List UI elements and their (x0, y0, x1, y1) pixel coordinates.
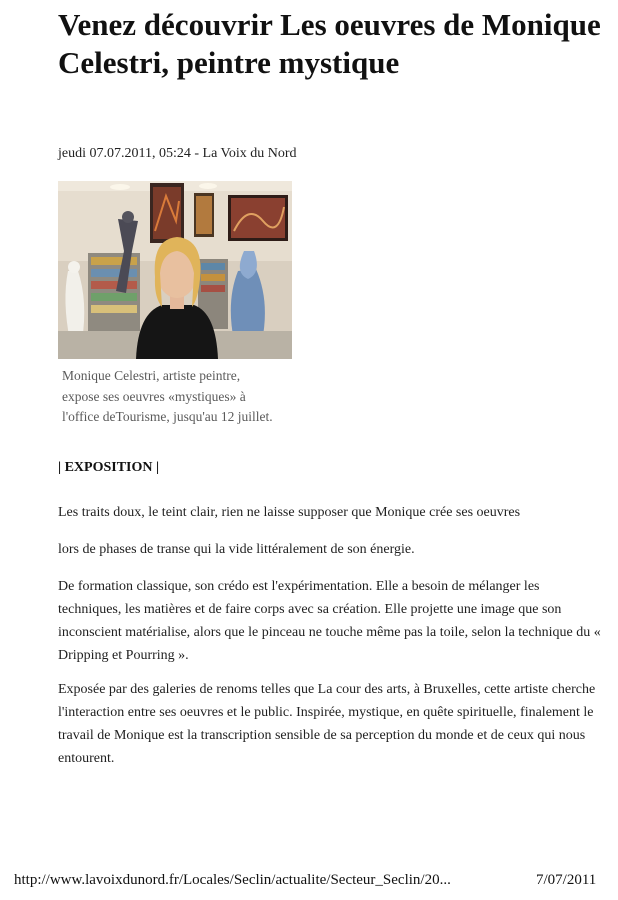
paragraph-1: Les traits doux, le teint clair, rien ne laisse supposer que Monique crée ses oeuvres (58, 505, 521, 520)
section-label: | EXPOSITION | (58, 460, 160, 475)
footer-url: http://www.lavoixdunord.fr/Locales/Seclin/actualite/Secteur_Seclin/20... (14, 872, 451, 888)
footer-date: 7/07/2011 (536, 872, 597, 888)
article-photo (58, 181, 292, 359)
paragraph-4: Exposée par des galeries de renoms telles que La cour des arts, à Bruxelles, cette artiste cherche l'interaction entre ses oeuvres et le public. Inspirée, mystique, en quête spirituelle, finalement le travail de Monique est la transcription sensible de sa perception du monde et de ceux qui nous entourent. (58, 682, 596, 766)
paragraph-2: lors de phases de transe qui la vide littéralement de son énergie. (58, 542, 415, 557)
article-byline: jeudi 07.07.2011, 05:24 - La Voix du Nord (58, 146, 297, 161)
photo-caption: Monique Celestri, artiste peintre, expose ses oeuvres «mystiques» à l'office deTourisme, jusqu'au 12 juillet. (62, 368, 273, 424)
article-title: Venez découvrir Les oeuvres de Monique Celestri, peintre mystique (58, 7, 601, 80)
paragraph-3: De formation classique, son crédo est l'expérimentation. Elle a besoin de mélanger les techniques, les matières et de faire corps avec sa création. Elle projette une image que son inconscient matérialise, alors que le pinceau ne touche même pas la toile, selon la technique du « Dripping et Pourring ». (58, 579, 601, 663)
